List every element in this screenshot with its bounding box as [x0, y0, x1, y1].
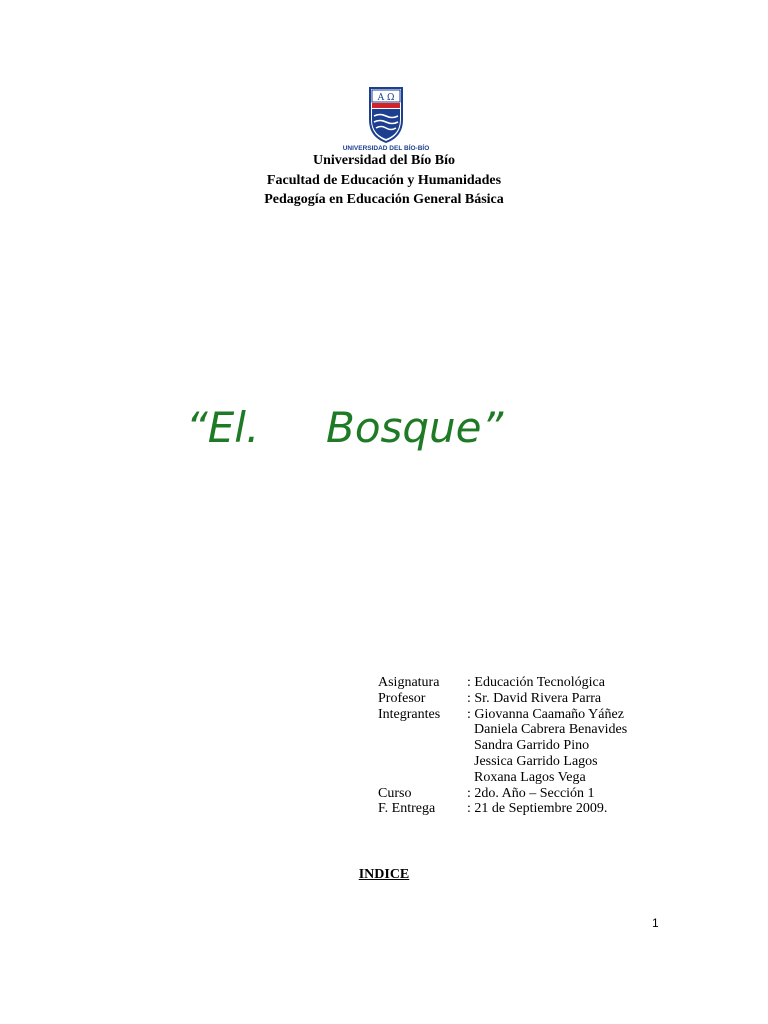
profesor-label: Profesor [378, 690, 426, 706]
asignatura-label: Asignatura [378, 675, 440, 690]
document-title [0, 392, 768, 482]
integrante-item: Jessica Garrido Lagos [474, 753, 598, 769]
integrante-item: Roxana Lagos Vega [474, 769, 586, 785]
university-logo [340, 86, 432, 152]
profesor-value: : Sr. David Rivera Parra [467, 690, 602, 706]
integrantes-label: Integrantes [378, 706, 441, 722]
title-word-el: “El. [186, 403, 260, 452]
asignatura-value: : Educación Tecnológica [467, 675, 605, 690]
curso-label: Curso [378, 785, 412, 801]
logo-caption: UNIVERSIDAD DEL BÍO-BÍO [342, 145, 430, 152]
page-number: 1 [652, 916, 659, 930]
program-name: Pedagogía en Educación General Básica [264, 192, 504, 207]
university-name: Universidad del Bío Bío [313, 153, 455, 168]
title-word-bosque: Bosque” [326, 403, 504, 452]
document-header [0, 151, 768, 210]
curso-value: : 2do. Año – Sección 1 [467, 785, 595, 801]
indice-heading: INDICE [358, 867, 410, 882]
logo-glyphs: Α Ω [377, 93, 395, 103]
entrega-label: F. Entrega [378, 801, 436, 817]
faculty-name: Facultad de Educación y Humanidades [266, 172, 502, 188]
integrante-item: Sandra Garrido Pino [474, 738, 590, 754]
integrante-item: : Giovanna Caamaño Yáñez [467, 706, 624, 722]
integrante-item: Daniela Cabrera Benavides [474, 722, 628, 738]
entrega-value: : 21 de Septiembre 2009. [467, 801, 608, 817]
